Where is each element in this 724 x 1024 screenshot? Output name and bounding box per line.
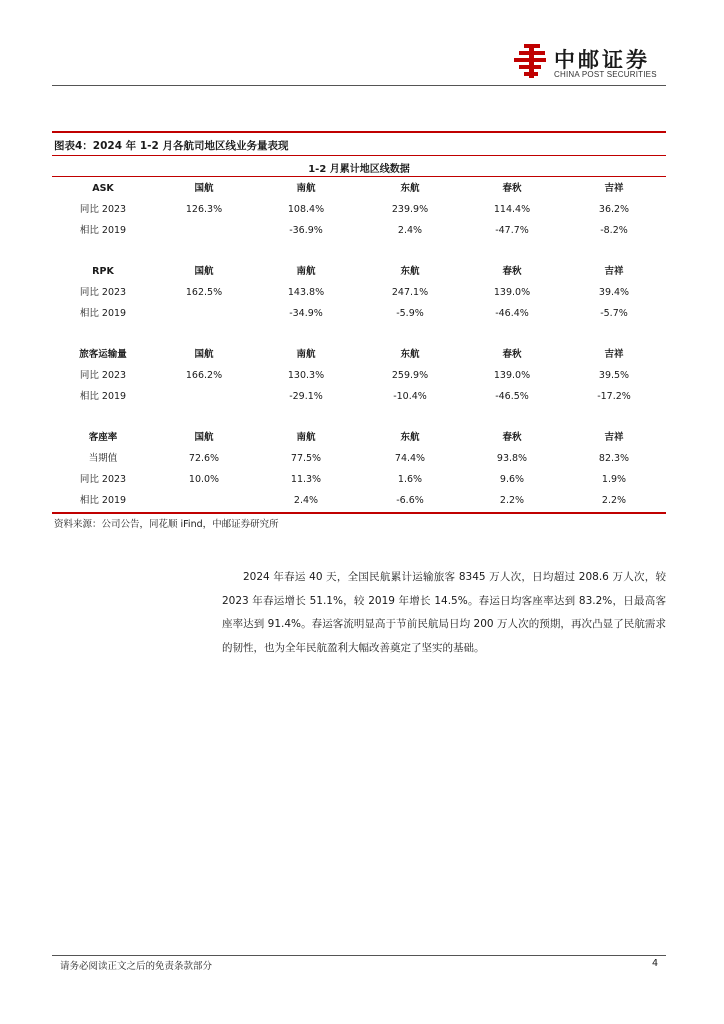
value-cell: -5.7% [600,308,628,319]
section-metric-label: RPK [92,266,114,277]
value-cell: 139.0% [493,287,531,298]
value-cell: -10.4% [393,391,427,402]
airline-header-cell: 春秋 [502,349,522,360]
figure-title-rule [52,155,666,156]
value-cell: 259.9% [391,370,429,381]
airline-header-cell: 国航 [194,266,214,277]
value-cell: 10.0% [188,474,220,485]
company-logo [512,42,672,82]
row-label: 同比 2023 [79,370,127,381]
header-divider [52,85,666,86]
table-row [0,307,724,321]
table-row [0,390,724,404]
row-label: 相比 2019 [79,225,127,236]
airline-header-cell: 东航 [400,432,420,443]
row-label: 相比 2019 [79,391,127,402]
figure-title: 图表4：2024 年 1-2 月各航司地区线业务量表现 [54,140,289,152]
table-row [0,369,724,383]
figure-bottom-rule [52,512,666,514]
airline-header-cell: 春秋 [502,432,522,443]
value-cell: 77.5% [290,453,322,464]
table-section-header [0,431,724,445]
value-cell: 72.6% [188,453,220,464]
airline-header-cell: 吉祥 [604,432,624,443]
value-cell: 2.4% [293,495,319,506]
value-cell: 130.3% [287,370,325,381]
figure-top-rule [52,131,666,133]
value-cell: -8.2% [600,225,628,236]
value-cell: 166.2% [185,370,223,381]
value-cell: 1.6% [397,474,423,485]
value-cell: -6.6% [396,495,424,506]
value-cell: -5.9% [396,308,424,319]
value-cell: -17.2% [597,391,631,402]
value-cell: -29.1% [289,391,323,402]
table-row [0,494,724,508]
table-row [0,473,724,487]
value-cell: 108.4% [287,204,325,215]
value-cell: 2.2% [601,495,627,506]
table-row [0,203,724,217]
value-cell: -47.7% [495,225,529,236]
section-metric-label: 客座率 [88,432,118,443]
airline-header-cell: 春秋 [502,183,522,194]
airline-header-cell: 东航 [400,349,420,360]
value-cell: 74.4% [394,453,426,464]
value-cell: 39.4% [598,287,630,298]
source-note: 资料来源：公司公告，同花顺 iFind，中邮证券研究所 [54,519,279,530]
value-cell: 126.3% [185,204,223,215]
value-cell: 2.4% [397,225,423,236]
table-caption-rule [52,176,666,177]
row-label: 相比 2019 [79,495,127,506]
airline-header-cell: 东航 [400,183,420,194]
value-cell: 39.5% [598,370,630,381]
section-metric-label: 旅客运输量 [79,349,127,360]
airline-header-cell: 南航 [296,432,316,443]
airline-header-cell: 吉祥 [604,266,624,277]
value-cell: 239.9% [391,204,429,215]
airline-header-cell: 国航 [194,432,214,443]
airline-header-cell: 国航 [194,183,214,194]
table-section-header [0,182,724,196]
footer-divider [52,955,666,956]
airline-header-cell: 吉祥 [604,183,624,194]
table-row [0,224,724,238]
airline-header-cell: 国航 [194,349,214,360]
logo-chinese-name: 中邮证券 [554,48,650,72]
table-row [0,452,724,466]
value-cell: -36.9% [289,225,323,236]
value-cell: 162.5% [185,287,223,298]
value-cell: 114.4% [493,204,531,215]
airline-header-cell: 南航 [296,183,316,194]
value-cell: 2.2% [499,495,525,506]
value-cell: -46.5% [495,391,529,402]
value-cell: 11.3% [290,474,322,485]
body-paragraph: 2024 年春运 40 天，全国民航累计运输旅客 8345 万人次，日均超过 208.6 万人次，较 2023 年春运增长 51.1%，较 2019 年增长 14.5%。春运日均客座率达到 83.2%，日最高客座率达到 91.4%。春运客流明显高于节前民航局日均 200 万人次的预期，再次凸显了民航需求的韧性，也为全年民航盈利大幅改善奠定了坚实的基础。 [222,571,666,654]
table-section-header [0,265,724,279]
row-label: 同比 2023 [79,204,127,215]
row-label: 相比 2019 [79,308,127,319]
china-post-logo-icon [512,42,550,80]
row-label: 同比 2023 [79,287,127,298]
logo-english-name: CHINA POST SECURITIES [554,70,657,79]
row-label: 同比 2023 [79,474,127,485]
table-caption: 1-2 月累计地区线数据 [308,164,410,175]
airline-header-cell: 南航 [296,266,316,277]
airline-header-cell: 吉祥 [604,349,624,360]
airline-header-cell: 东航 [400,266,420,277]
value-cell: 9.6% [499,474,525,485]
value-cell: 247.1% [391,287,429,298]
value-cell: 143.8% [287,287,325,298]
section-metric-label: ASK [92,183,114,194]
value-cell: 82.3% [598,453,630,464]
table-row [0,286,724,300]
airline-header-cell: 春秋 [502,266,522,277]
value-cell: -46.4% [495,308,529,319]
value-cell: 1.9% [601,474,627,485]
row-label: 当期值 [88,453,118,464]
value-cell: 139.0% [493,370,531,381]
airline-header-cell: 南航 [296,349,316,360]
footer-disclaimer: 请务必阅读正文之后的免责条款部分 [60,961,213,972]
value-cell: -34.9% [289,308,323,319]
value-cell: 36.2% [598,204,630,215]
table-section-header [0,348,724,362]
value-cell: 93.8% [496,453,528,464]
page-number: 4 [652,958,659,969]
